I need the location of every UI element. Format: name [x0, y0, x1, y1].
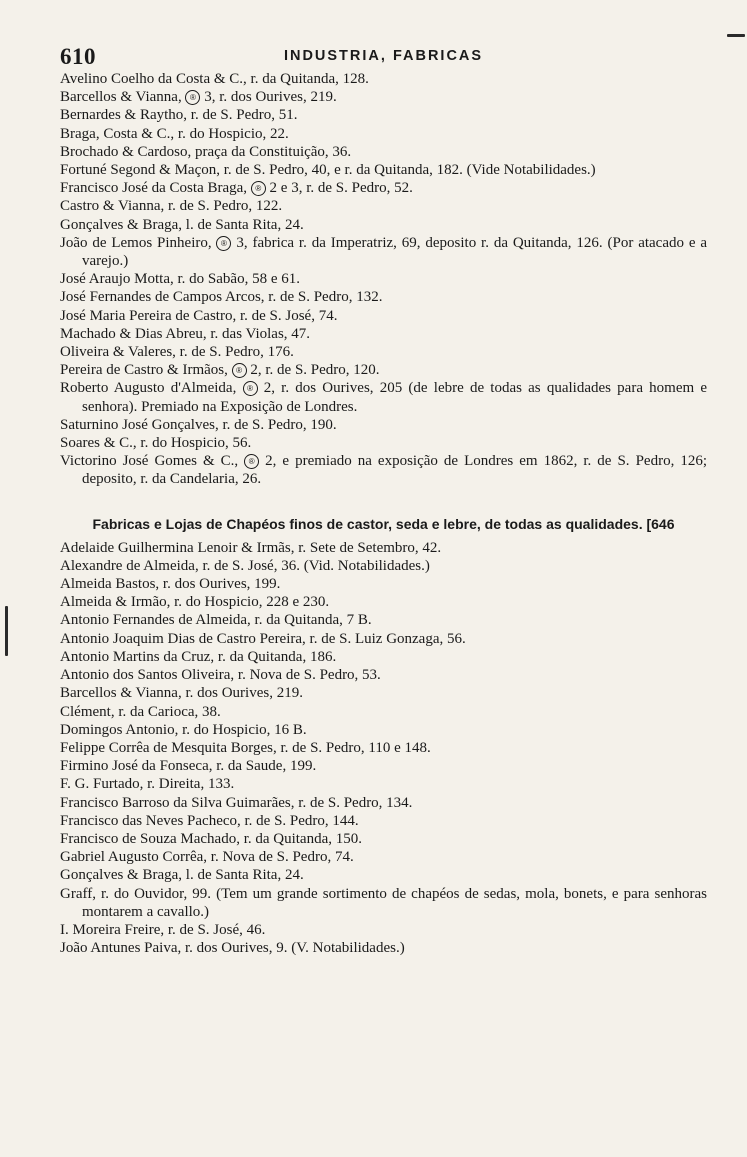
entry-text: Braga, Costa & C., r. do Hospicio, 22. [60, 125, 289, 142]
entry-text: Pereira de Castro & Irmãos, [60, 362, 228, 379]
entry-text: Francisco de Souza Machado, r. da Quitanda, 150. [60, 830, 362, 847]
directory-entry [60, 848, 707, 866]
trade-mark-icon: ® [216, 236, 231, 251]
entry-text: Francisco das Neves Pacheco, r. de S. Pedro, 144. [60, 812, 359, 829]
entry-text: Graff, r. do Ouvidor, 99. (Tem um grande sortimento de chapéos de sedas, mola, bonets, e para senhoras montarem a cavallo.) [60, 885, 707, 920]
entry-text: Firmino José da Fonseca, r. da Saude, 199. [60, 758, 317, 775]
entry-text: Barcellos & Vianna, r. dos Ourives, 219. [60, 685, 303, 702]
entry-text-continued: 2, r. dos Ourives, 205 (de lebre de todas as qualidades para homem e senhora). Premiado na Exposição de Londres. [82, 380, 708, 415]
directory-entry [60, 434, 707, 452]
directory-entry [60, 921, 707, 939]
directory-entry [60, 234, 707, 270]
entry-text: F. G. Furtado, r. Direita, 133. [60, 776, 235, 793]
directory-entry [60, 666, 707, 684]
entry-text-continued: 3, r. dos Ourives, 219. [204, 89, 337, 106]
entry-text: Clément, r. da Carioca, 38. [60, 703, 221, 720]
directory-entry [60, 143, 707, 161]
directory-entry [60, 630, 707, 648]
directory-entry [60, 593, 707, 611]
directory-entry [60, 325, 707, 343]
entry-text: Alexandre de Almeida, r. de S. José, 36. (Vid. Notabilidades.) [60, 557, 430, 574]
directory-entry [60, 939, 707, 957]
entry-text: Gonçalves & Braga, l. de Santa Rita, 24. [60, 216, 304, 233]
entry-text: Francisco José da Costa Braga, [60, 180, 248, 197]
entry-text-continued: 2, r. de S. Pedro, 120. [250, 362, 380, 379]
directory-entry [60, 197, 707, 215]
directory-entry [60, 307, 707, 325]
entry-text-continued: 2, e premiado na exposição de Londres em 1862, r. de S. Pedro, 126; deposito, r. da Candelaria, 26. [82, 453, 707, 488]
directory-entry [60, 575, 707, 593]
entry-text: Antonio Martins da Cruz, r. da Quitanda, 186. [60, 648, 337, 665]
entry-text: Brochado & Cardoso, praça da Constituição, 36. [60, 143, 352, 160]
entry-text: Avelino Coelho da Costa & C., r. da Quitanda, 128. [60, 71, 369, 87]
directory-entry [60, 775, 707, 793]
entry-text: Antonio Fernandes de Almeida, r. da Quitanda, 7 B. [60, 612, 372, 629]
entry-text: Barcellos & Vianna, [60, 89, 182, 106]
directory-entry [60, 343, 707, 361]
directory-entry [60, 179, 707, 197]
directory-entry [60, 557, 707, 575]
directory-entry [60, 794, 707, 812]
directory-section-1 [60, 70, 707, 489]
entry-text: José Araujo Motta, r. do Sabão, 58 e 61. [60, 271, 300, 288]
entry-text: Almeida & Irmão, r. do Hospicio, 228 e 230. [60, 594, 330, 611]
entry-text: Bernardes & Raytho, r. de S. Pedro, 51. [60, 107, 298, 124]
directory-entry [60, 703, 707, 721]
directory-entry [60, 885, 707, 921]
entry-text: João Antunes Paiva, r. dos Ourives, 9. (V. Notabilidades.) [60, 940, 405, 957]
directory-entry [60, 684, 707, 702]
entry-text: Roberto Augusto d'Almeida, [60, 380, 237, 397]
entry-text: Adelaide Guilhermina Lenoir & Irmãs, r. Sete de Setembro, 42. [60, 539, 442, 556]
directory-entry [60, 757, 707, 775]
directory-entry [60, 866, 707, 884]
directory-entry [60, 739, 707, 757]
entry-text: Gonçalves & Braga, l. de Santa Rita, 24. [60, 867, 304, 884]
running-title: INDUSTRIA, FABRICAS [283, 48, 484, 64]
trade-mark-icon: ® [243, 381, 258, 396]
directory-entry [60, 539, 707, 557]
directory-entry [60, 648, 707, 666]
ink-mark-decoration [727, 34, 745, 37]
directory-section-2 [60, 539, 707, 958]
directory-entry [60, 812, 707, 830]
margin-mark-decoration [5, 606, 8, 656]
directory-entry [60, 830, 707, 848]
entry-text: Saturnino José Gonçalves, r. de S. Pedro, 190. [60, 416, 337, 433]
directory-entry [60, 88, 707, 106]
entry-text-continued: 3, fabrica r. da Imperatriz, 69, deposito r. da Quitanda, 126. (Por atacado e a varejo.) [82, 234, 708, 270]
entry-text: Domingos Antonio, r. do Hospicio, 16 B. [60, 721, 307, 738]
entry-text: Almeida Bastos, r. dos Ourives, 199. [60, 576, 281, 593]
directory-entry [60, 361, 707, 379]
directory-entry [60, 379, 707, 415]
entry-text: João de Lemos Pinheiro, [60, 234, 212, 251]
entry-text: Antonio dos Santos Oliveira, r. Nova de S. Pedro, 53. [60, 667, 381, 684]
entry-text: I. Moreira Freire, r. de S. José, 46. [60, 921, 266, 938]
directory-entry [60, 721, 707, 739]
entry-text: Gabriel Augusto Corrêa, r. Nova de S. Pedro, 74. [60, 849, 354, 866]
entry-text: Fortuné Segond & Maçon, r. de S. Pedro, 40, e r. da Quitanda, 182. (Vide Notabilidades.) [60, 162, 596, 179]
entry-text: Oliveira & Valeres, r. de S. Pedro, 176. [60, 344, 294, 361]
trade-mark-icon: ® [251, 181, 266, 196]
entry-text: Victorino José Gomes & C., [60, 453, 239, 470]
entry-text-continued: 2 e 3, r. de S. Pedro, 52. [269, 180, 413, 197]
directory-entry [60, 161, 707, 179]
trade-mark-icon: ® [185, 90, 200, 105]
page-number: 610 [60, 44, 96, 69]
entry-text: Francisco Barroso da Silva Guimarães, r. de S. Pedro, 134. [60, 794, 413, 811]
directory-entry [60, 288, 707, 306]
directory-entry [60, 106, 707, 124]
entry-text: José Fernandes de Campos Arcos, r. de S. Pedro, 132. [60, 289, 383, 306]
trade-mark-icon: ® [244, 454, 259, 469]
trade-mark-icon: ® [232, 363, 247, 378]
entry-text: José Maria Pereira de Castro, r. de S. José, 74. [60, 307, 338, 324]
entry-text: Antonio Joaquim Dias de Castro Pereira, r. de S. Luiz Gonzaga, 56. [60, 630, 466, 647]
directory-entry [60, 70, 707, 88]
entry-text: Castro & Vianna, r. de S. Pedro, 122. [60, 198, 283, 215]
section-heading: Fabricas e Lojas de Chapéos finos de castor, seda e lebre, de todas as qualidades. [646 [92, 515, 675, 532]
directory-entry [60, 216, 707, 234]
page-header [60, 44, 707, 70]
directory-entry [60, 125, 707, 143]
entry-text: Soares & C., r. do Hospicio, 56. [60, 435, 252, 452]
directory-entry [60, 416, 707, 434]
entry-text: Machado & Dias Abreu, r. das Violas, 47. [60, 325, 311, 342]
entry-text: Felippe Corrêa de Mesquita Borges, r. de S. Pedro, 110 e 148. [60, 739, 431, 756]
directory-entry [60, 611, 707, 629]
directory-entry [60, 270, 707, 288]
directory-entry [60, 452, 707, 488]
